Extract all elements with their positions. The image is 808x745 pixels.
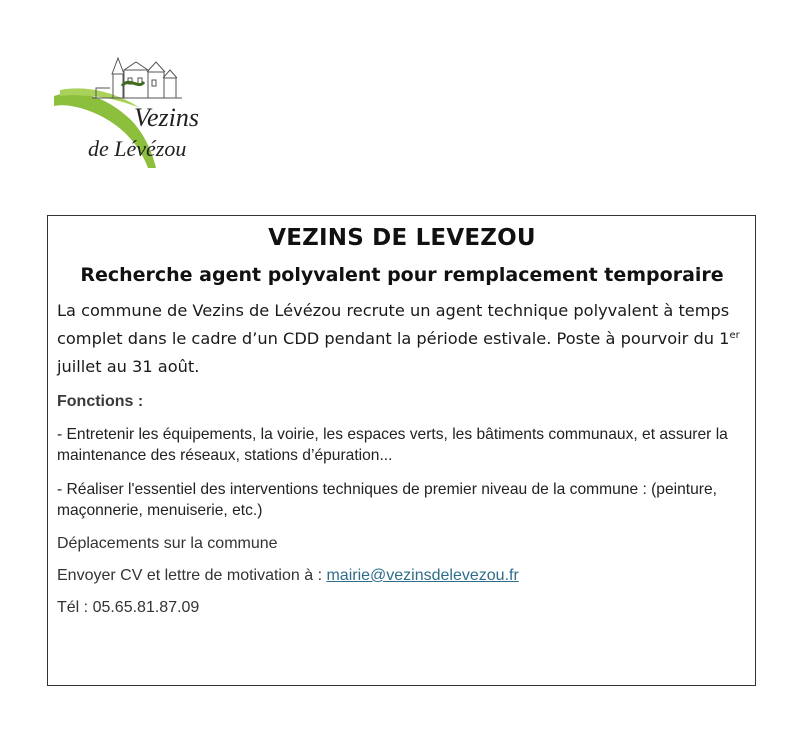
email-link[interactable]: mairie@vezinsdelevezou.fr <box>326 567 519 584</box>
send-label: Envoyer CV et lettre de motivation à : <box>57 567 327 584</box>
functions-heading: Fonctions : <box>57 393 144 410</box>
offer-title: VEZINS DE LEVEZOU <box>268 225 536 251</box>
logo-tree <box>122 82 144 86</box>
intro-text-part2: juillet au 31 août. <box>57 357 200 376</box>
intro-superscript: er <box>729 330 740 341</box>
castle-drawing <box>92 58 182 98</box>
function-item-maintenance: - Entretenir les équipements, la voirie, les espaces verts, les bâtiments communaux, et assurer la maintenance des réseaux, stations d’épuration... <box>57 426 728 464</box>
offer-subtitle: Recherche agent polyvalent pour remplacement temporaire <box>80 264 724 286</box>
travel-note: Déplacements sur la commune <box>57 535 278 552</box>
application-line <box>57 567 747 585</box>
function-item-interventions: - Réaliser l'essentiel des interventions techniques de premier niveau de la commune : (peinture, maçonnerie, menuiserie, etc.) <box>57 481 717 519</box>
intro-text-part1: La commune de Vezins de Lévézou recrute un agent technique polyvalent à temps complet dans le cadre d’un CDD pendant la période estivale. Poste à pourvoir du 1 <box>57 301 730 348</box>
phone-line: Tél : 05.65.81.87.09 <box>57 599 200 616</box>
logo-text-vezins: Vezins <box>134 103 199 132</box>
vezins-logo <box>52 46 202 171</box>
logo-text-levezou: de Lévézou <box>88 136 187 161</box>
offer-intro <box>57 297 747 381</box>
job-offer-card <box>47 215 756 686</box>
